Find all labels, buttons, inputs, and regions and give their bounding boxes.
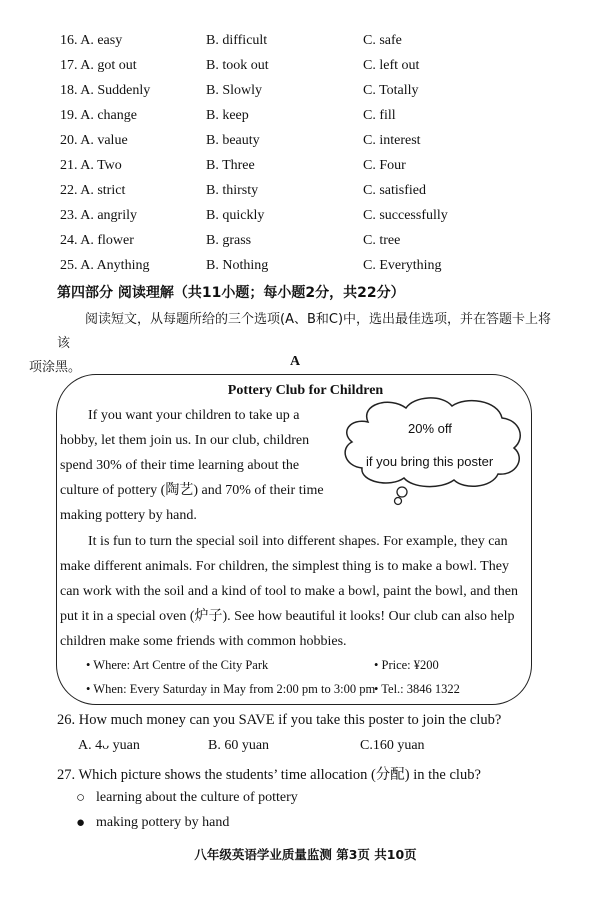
- paragraph-2-line-3: can work with the soil and a kind of tool to make a bowl, paint the bowl, and then: [60, 584, 519, 599]
- option-a: 24. A. flower: [60, 233, 134, 248]
- cloud-condition: if you bring this poster: [366, 454, 494, 469]
- option-b: B. beauty: [206, 133, 260, 148]
- paragraph-1-line-5: making pottery by hand.: [60, 508, 197, 523]
- legend-empty-circle-icon: ○: [76, 790, 86, 806]
- cloud-discount: 20% off: [408, 421, 452, 436]
- paragraph-2-line-2: make different animals. For children, the simplest thing is to make a bowl. They: [60, 559, 509, 574]
- poster-title: Pottery Club for Children: [227, 383, 384, 398]
- option-c: C. satisfied: [363, 183, 426, 198]
- info-tel: • Tel.: 3846 1322: [374, 682, 460, 696]
- option-row-17: [0, 58, 611, 82]
- option-b: B. Nothing: [206, 258, 269, 273]
- cloud-callout-icon: [338, 392, 528, 512]
- option-b: B. quickly: [206, 208, 265, 223]
- paragraph-2-line-1: It is fun to turn the special soil into different shapes. For example, they can: [88, 534, 508, 549]
- option-c: C. Everything: [363, 258, 442, 273]
- option-row-24: [0, 233, 611, 257]
- option-b: B. took out: [206, 58, 269, 73]
- option-b: B. thirsty: [206, 183, 259, 198]
- option-a: 20. A. value: [60, 133, 128, 148]
- option-row-19: [0, 108, 611, 132]
- paragraph-1-line-1: If you want your children to take up a: [88, 408, 300, 423]
- option-b: B. difficult: [206, 33, 268, 48]
- option-row-23: [0, 208, 611, 232]
- passage-letter: A: [289, 354, 301, 369]
- legend-label-by-hand: making pottery by hand: [96, 815, 230, 830]
- paragraph-2-line-5: children make some friends with common hobbies.: [60, 634, 347, 649]
- option-c: C. Totally: [363, 83, 419, 98]
- section-title: 第四部分 阅读理解（共11小题；每小题2分，共22分）: [57, 285, 405, 301]
- option-a: 16. A. easy: [60, 33, 123, 48]
- option-a: 21. A. Two: [60, 158, 122, 173]
- option-a: 25. A. Anything: [60, 258, 150, 273]
- instruction-line-1: 阅读短文，从每题所给的三个选项(A、B和C)中，选出最佳选项，并在答题卡上将该: [57, 312, 552, 351]
- option-b: B. Slowly: [206, 83, 263, 98]
- question-26-option-c: C.160 yuan: [360, 738, 425, 753]
- option-b: B. grass: [206, 233, 252, 248]
- option-b: B. Three: [206, 158, 255, 173]
- option-c: C. safe: [363, 33, 402, 48]
- option-c: C. successfully: [363, 208, 448, 223]
- instruction-line-2: 项涂黑。: [29, 360, 82, 375]
- option-row-18: [0, 83, 611, 107]
- option-row-25: [0, 258, 611, 282]
- page-footer: 八年级英语学业质量监测 第3页 共10页: [194, 847, 417, 862]
- question-27: 27. Which picture shows the students’ time allocation (分配) in the club?: [57, 767, 481, 783]
- option-b: B. keep: [206, 108, 249, 123]
- option-c: C. fill: [363, 108, 396, 123]
- question-26: 26. How much money can you SAVE if you take this poster to join the club?: [57, 712, 502, 728]
- paragraph-1-line-3: spend 30% of their time learning about the: [60, 458, 300, 473]
- paragraph-2-line-4: put it in a special oven (炉子). See how beautiful it looks! Our club can also help: [60, 609, 515, 624]
- option-c: C. left out: [363, 58, 420, 73]
- option-row-21: [0, 158, 611, 182]
- option-c: C. tree: [363, 233, 401, 248]
- legend-filled-circle-icon: ●: [76, 815, 86, 831]
- legend-label-culture: learning about the culture of pottery: [96, 790, 298, 805]
- info-when: • When: Every Saturday in May from 2:00 pm to 3:00 pm: [86, 682, 376, 696]
- question-26-option-b: B. 60 yuan: [208, 738, 270, 753]
- option-row-16: [0, 33, 611, 57]
- option-a: 19. A. change: [60, 108, 137, 123]
- option-a: 17. A. got out: [60, 58, 137, 73]
- option-row-22: [0, 183, 611, 207]
- option-row-20: [0, 133, 611, 157]
- option-a: 23. A. angrily: [60, 208, 137, 223]
- paragraph-1-line-2: hobby, let them join us. In our club, children: [60, 433, 310, 448]
- paragraph-1-line-4: culture of pottery (陶艺) and 70% of their time: [60, 483, 324, 498]
- option-a: 22. A. strict: [60, 183, 126, 198]
- info-price: • Price: ¥200: [374, 658, 439, 672]
- option-c: C. interest: [363, 133, 421, 148]
- option-c: C. Four: [363, 158, 406, 173]
- info-where: • Where: Art Centre of the City Park: [86, 658, 269, 672]
- question-26-option-a: A. 4ᴗ yuan: [78, 738, 140, 753]
- option-a: 18. A. Suddenly: [60, 83, 151, 98]
